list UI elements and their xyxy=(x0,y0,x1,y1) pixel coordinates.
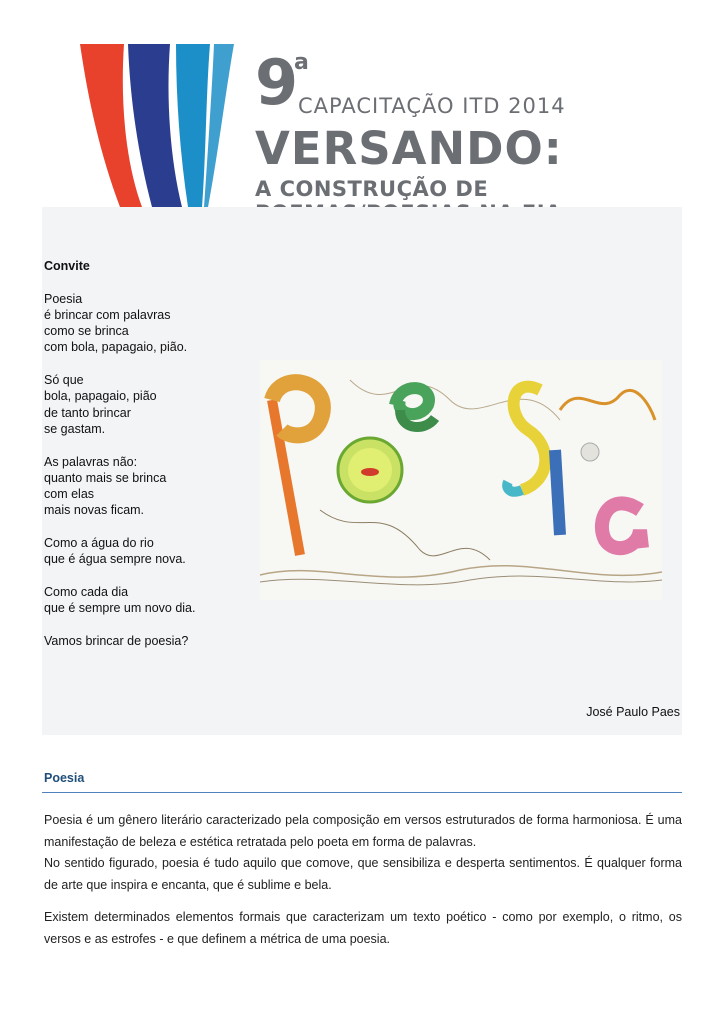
poem-line: bola, papagaio, pião xyxy=(44,389,157,404)
poem-line: que é água sempre nova. xyxy=(44,552,186,567)
poesia-illustration xyxy=(260,360,662,600)
header-banner xyxy=(42,44,682,207)
logo-stripes xyxy=(42,44,252,207)
body-paragraph: No sentido figurado, poesia é tudo aquilo que comove, que sensibiliza e desperta sentimentos. É qualquer forma de arte que inspira e encanta, que é sublime e bela. xyxy=(44,856,682,892)
poem-line: Como a água do rio xyxy=(44,536,154,551)
edition-ordinal: a xyxy=(294,50,309,75)
poem-line: Poesia xyxy=(44,291,83,306)
poem-line: com bola, papagaio, pião. xyxy=(44,340,188,355)
poem-author: José Paulo Paes xyxy=(586,705,680,719)
poem-line: As palavras não: xyxy=(44,454,138,469)
poem-line: Só que xyxy=(44,373,84,388)
event-tagline: A CONSTRUÇÃO DE xyxy=(255,177,489,201)
event-subtitle: CAPACITAÇÃO ITD 2014 xyxy=(298,94,566,118)
poem-stanza xyxy=(44,291,264,356)
poem-line: se gastam. xyxy=(44,421,106,436)
section-title: Poesia xyxy=(44,771,85,785)
poem-line: mais novas ficam. xyxy=(44,503,145,518)
poem-panel xyxy=(42,207,682,735)
poem-line: como se brinca xyxy=(44,324,129,339)
poem-stanza xyxy=(44,535,264,568)
edition-number: 9 xyxy=(255,46,297,119)
poem-line: de tanto brincar xyxy=(44,405,131,420)
poem-stanza xyxy=(44,372,264,437)
poem-line: que é sempre um novo dia. xyxy=(44,601,196,616)
body-paragraph: Poesia é um gênero literário caracterizado pela composição em versos estruturados de forma harmoniosa. É uma manifestação de beleza e estética retratada pelo poeta em forma de palavras. xyxy=(44,813,682,849)
poem-line: Como cada dia xyxy=(44,584,129,599)
poem-stanza xyxy=(44,633,264,649)
poem-stanza xyxy=(44,584,264,617)
poem-stanza xyxy=(44,454,264,519)
section-divider xyxy=(42,792,682,793)
poem-line: com elas xyxy=(44,487,95,502)
section-body xyxy=(44,810,682,950)
poem-line: é brincar com palavras xyxy=(44,307,171,322)
poem-title: Convite xyxy=(44,259,90,273)
body-paragraph: Existem determinados elementos formais que caracterizam um texto poético - como por exemplo, o ritmo, os versos e as estrofes - e que definem a métrica de uma poesia. xyxy=(44,910,682,946)
event-title: VERSANDO: xyxy=(255,122,563,175)
poem-line: Vamos brincar de poesia? xyxy=(44,633,189,648)
poem xyxy=(44,258,264,665)
poem-line: quanto mais se brinca xyxy=(44,470,167,485)
